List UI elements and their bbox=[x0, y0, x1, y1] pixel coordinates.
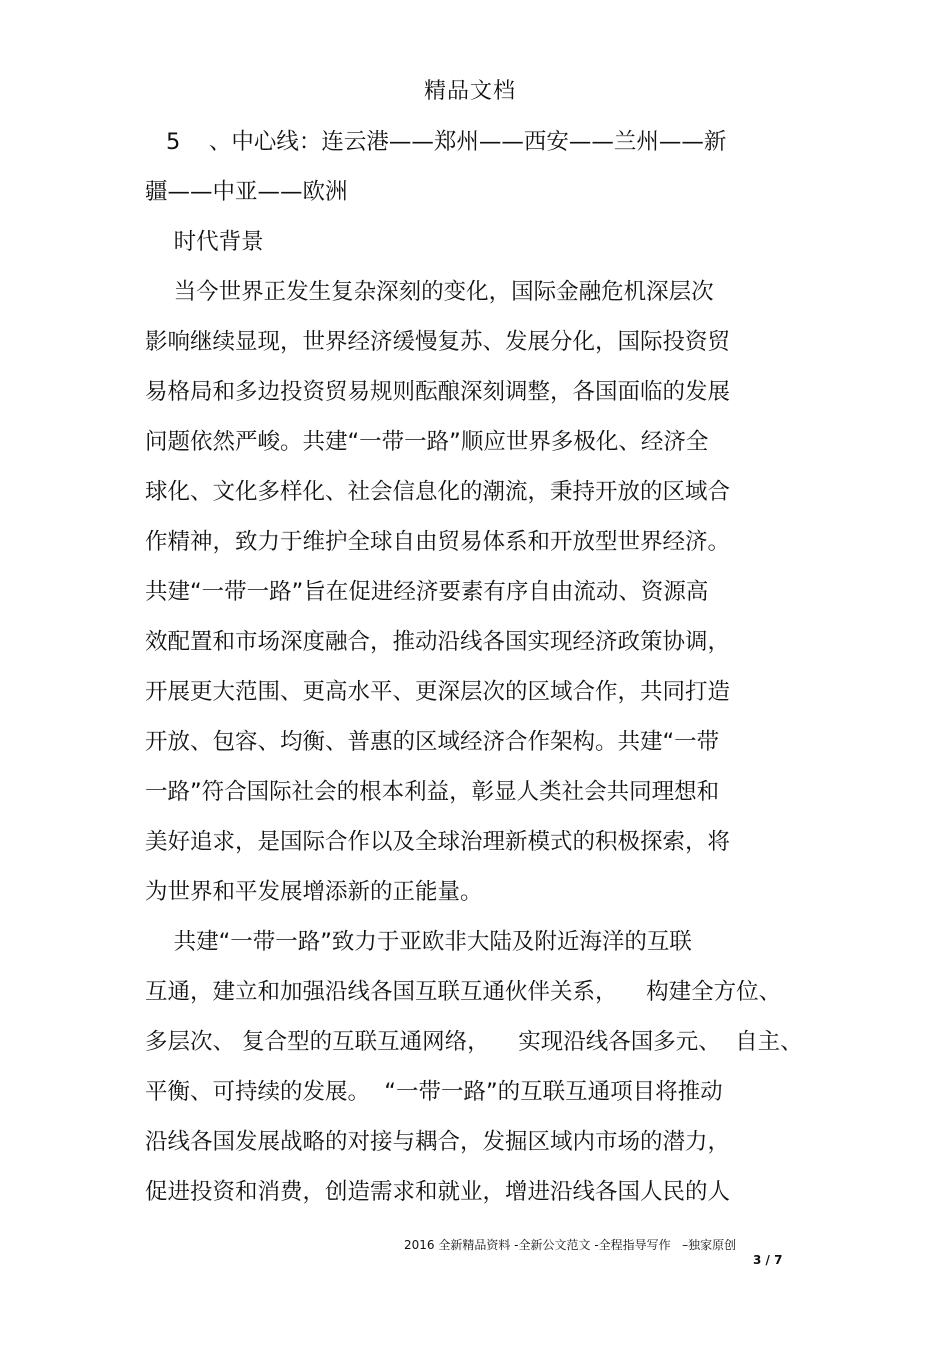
text-line: 影响继续显现，世界经济缓慢复苏、发展分化，国际投资贸 bbox=[145, 329, 731, 355]
page-number: 3 / 7 bbox=[753, 1253, 783, 1267]
text-line: 互通，建立和加强沿线各国互联互通伙伴关系， 构建全方位、 bbox=[145, 979, 782, 1005]
text-line: 问题依然严峻。共建“一带一路”顺应世界多极化、经济全 bbox=[145, 429, 709, 455]
text-line: 易格局和多边投资贸易规则酝酿深刻调整，各国面临的发展 bbox=[145, 379, 731, 405]
text-line: 共建“一带一路”旨在促进经济要素有序自由流动、资源高 bbox=[145, 579, 709, 605]
text-line: 开放、包容、均衡、普惠的区域经济合作架构。共建“一带 bbox=[145, 729, 720, 755]
text-line: 共建“一带一路”致力于亚欧非大陆及附近海洋的互联 bbox=[145, 929, 692, 955]
text-line: 促进投资和消费，创造需求和就业，增进沿线各国人民的人 bbox=[145, 1179, 731, 1205]
text-line: 效配置和市场深度融合，推动沿线各国实现经济政策协调， bbox=[145, 629, 731, 655]
text-line: 球化、文化多样化、社会信息化的潮流，秉持开放的区域合 bbox=[145, 479, 731, 505]
text-line: 疆——中亚——欧洲 bbox=[145, 179, 348, 205]
text-line: 作精神，致力于维护全球自由贸易体系和开放型世界经济。 bbox=[145, 529, 731, 555]
page-footer-text: 2016 全新精品资料 -全新公文范文 -全程指导写作 –独家原创 bbox=[404, 1238, 737, 1252]
text-line: 美好追求，是国际合作以及全球治理新模式的积极探索，将 bbox=[145, 829, 731, 855]
text-line: 多层次、 复合型的互联互通网络， 实现沿线各国多元、 自主、 bbox=[145, 1029, 803, 1055]
text-line: 一路”符合国际社会的根本利益，彰显人类社会共同理想和 bbox=[145, 779, 720, 805]
text-line: 当今世界正发生复杂深刻的变化，国际金融危机深层次 bbox=[145, 279, 714, 305]
text-line: 5 、中心线：连云港——郑州——西安——兰州——新 bbox=[166, 129, 727, 155]
text-line: 为世界和平发展增添新的正能量。 bbox=[145, 879, 483, 905]
text-line: 沿线各国发展战略的对接与耦合，发掘区域内市场的潜力， bbox=[145, 1129, 731, 1155]
text-line: 开展更大范围、更高水平、更深层次的区域合作，共同打造 bbox=[145, 679, 731, 705]
text-line: 平衡、可持续的发展。 “一带一路”的互联互通项目将推动 bbox=[145, 1079, 723, 1105]
text-line: 时代背景 bbox=[145, 229, 264, 255]
page-header-title: 精品文档 bbox=[423, 79, 516, 104]
